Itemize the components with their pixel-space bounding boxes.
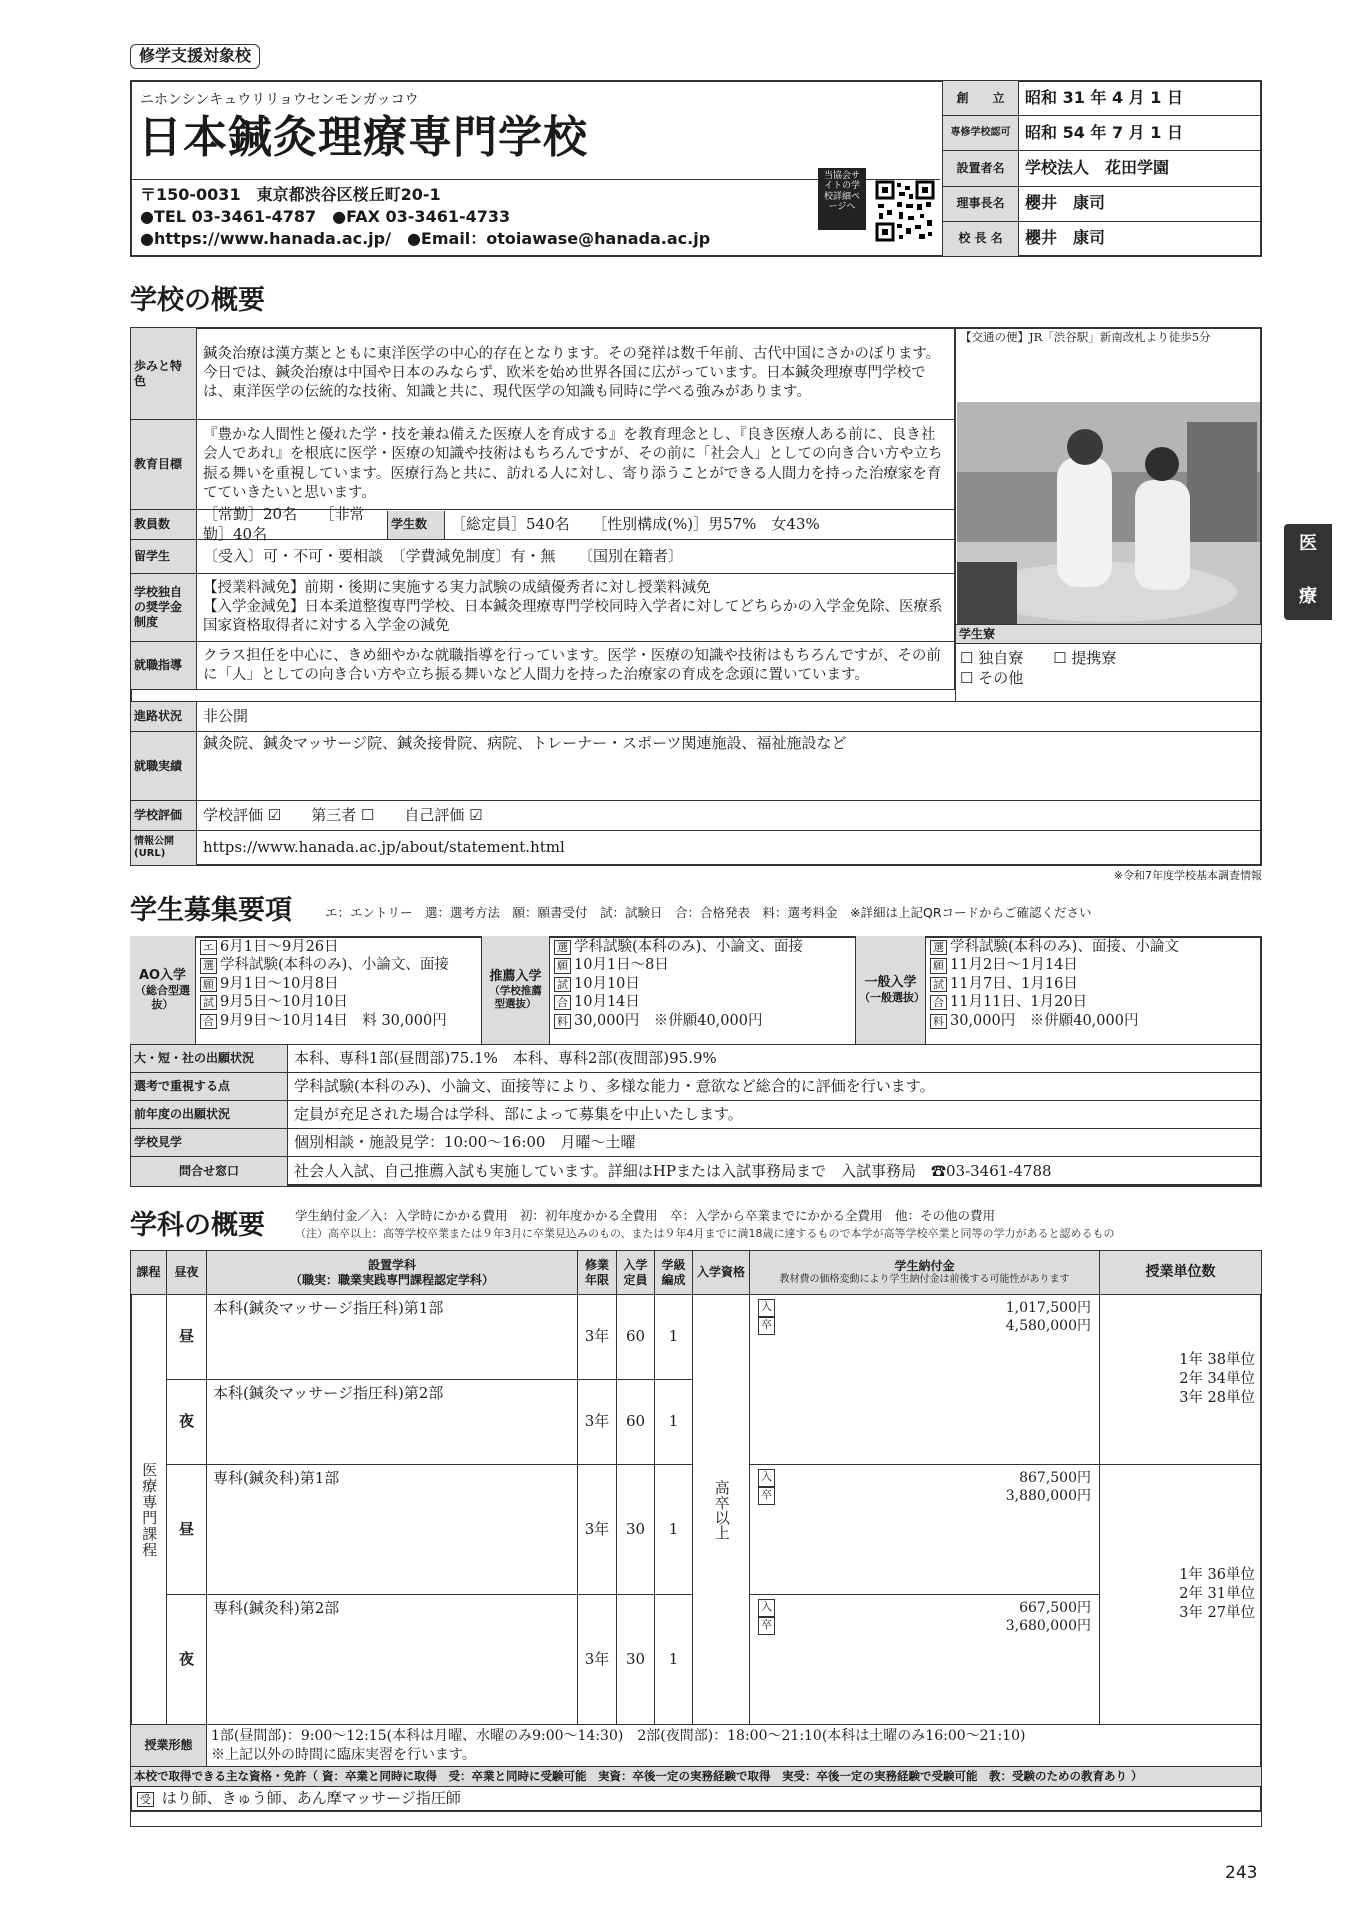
fee-total: 3,880,000円: [1005, 1488, 1091, 1505]
row-label: 問合せ窓口: [131, 1157, 288, 1187]
row-value: 鍼灸院、鍼灸マッサージ院、鍼灸接骨院、病院、トレーナー・スポーツ関連施設、福祉施設など: [197, 732, 1262, 801]
dorm-other: ☐ その他: [960, 669, 1024, 687]
row-label: 就職指導: [131, 642, 197, 690]
access-info: 【交通の便】JR「渋谷駅」新南改札より徒歩5分: [960, 330, 1211, 344]
license-header: 本校で取得できる主な資格・免許（ 資：卒業と同時に取得 受：卒業と同時に受験可能 実資：卒後一定の実務経験で取得 実受：卒後一定の実務経験で受験可能 教：受験のための教育あり ）: [131, 1767, 1262, 1787]
ippan-details: 選 学科試験(本科のみ)、面接、小論文 願 11月2日～1月14日 試 11月7日、1月16日 合 11月11日、1月20日 料 30,000円 ※併願40,000円: [926, 936, 1262, 1044]
qualification: 高卒以上: [693, 1295, 750, 1725]
info-value: 昭和 31 年 4 月 1 日: [1019, 81, 1262, 116]
info-value: 昭和 54 年 7 月 1 日: [1019, 116, 1262, 151]
dorm-options: ☐ 独自寮 ☐ 提携寮: [960, 649, 1117, 667]
row-label: 選考で重視する点: [131, 1073, 288, 1101]
dorm-label: 学生寮: [956, 624, 1261, 644]
row-label: 学校独自の奨学金制度: [131, 574, 197, 642]
dept-name: 本科(鍼灸マッサージ指圧科)第1部: [207, 1295, 578, 1380]
overview-table-lower: [130, 701, 1262, 866]
school-address: 〒150-0031 東京都渋谷区桜丘町20-1: [140, 185, 441, 204]
info-value: 学校法人 花田学園: [1019, 151, 1262, 186]
shift: 昼: [167, 1465, 207, 1595]
fee-entry: 1,017,500円: [1005, 1300, 1091, 1316]
survey-note: ※令和7年度学校基本調査情報: [1113, 869, 1262, 882]
row-label: 進路状況: [131, 702, 197, 732]
info-label: 理事長名: [943, 186, 1019, 221]
dept-name: 専科(鍼灸科)第1部: [207, 1465, 578, 1595]
admission-legend: エ：エントリー 選：選考方法 願：願書受付 試：試験日 合：合格発表 料：選考料金 ※詳細は上記QRコードからご確認ください: [325, 905, 1092, 920]
shift: 夜: [167, 1595, 207, 1725]
row-label: 学校評価: [131, 801, 197, 831]
info-label: 専修学校認可: [943, 116, 1019, 151]
shift: 夜: [167, 1380, 207, 1465]
row-label: 教員数: [131, 510, 197, 540]
header-course: 課程: [131, 1251, 167, 1295]
shift: 昼: [167, 1295, 207, 1380]
header-qualification: 入学資格: [693, 1251, 750, 1295]
dept-name: 本科(鍼灸マッサージ指圧科)第2部: [207, 1380, 578, 1465]
fee-entry: 867,500円: [1019, 1470, 1091, 1486]
course-name: 医療専門課程: [131, 1295, 167, 1725]
header-dept: 設置学科: [367, 1257, 416, 1272]
qr-code[interactable]: [875, 180, 935, 242]
teacher-count: ［常勤］20名 ［非常勤］40名: [203, 505, 365, 543]
school-web[interactable]: ●https://www.hanada.ac.jp/ ●Email：otoiawase@hanada.ac.jp: [140, 229, 711, 248]
fee-legend: 学生納付金／入：入学時にかかる費用 初：初年度かかる全費用 卒：入学から卒業までにかかる全費用 他：その他の費用: [295, 1208, 996, 1223]
row-value: 本科、専科1部(昼間部)75.1% 本科、専科2部(夜間部)95.9%: [288, 1045, 1262, 1073]
header-shift: 昼夜: [167, 1251, 207, 1295]
row-label: 情報公開(URL): [131, 831, 197, 866]
note-legend: （注）高卒以上：高等学校卒業または９年3月に卒業見込みのもの、または９年4月までに満18歳に達するもので本学が高等学校卒業と同等の学力があると認めるもの: [295, 1227, 1115, 1240]
row-value: 〔受入〕可・不可・要相談 〔学費減免制度〕有・無 〔国別在籍者〕: [197, 540, 955, 574]
header-classes: 学級編成: [655, 1251, 693, 1295]
row-value: クラス担任を中心に、きめ細やかな就職指導を行っています。医学・医療の知識や技術はもちろんですが、その前に「人」としての向き合い方や立ち振る舞いなど人間力を持った治療家の育成を念頭に置いています。: [197, 642, 955, 690]
qr-note: 当協会サイトの学校詳細ページへ: [818, 168, 866, 230]
row-label: 大・短・社の出願状況: [131, 1045, 288, 1073]
ao-details: エ 6月1日～9月26日 選 学科試験(本科のみ)、小論文、面接 願 9月1日～10月8日 試 9月5日～10月10日 合 9月9日～10月14日 料 30,000円: [196, 936, 482, 1044]
license-list: はり師、きゅう師、あん摩マッサージ指圧師: [161, 1789, 461, 1807]
info-label: 創 立: [943, 81, 1019, 116]
category-tab: 医 療: [1284, 524, 1332, 620]
dept-name: 専科(鍼灸科)第2部: [207, 1595, 578, 1725]
row-value: 学校評価 ☑ 第三者 ☐ 自己評価 ☑: [197, 801, 1262, 831]
units-main: 1年 38単位 2年 34単位 3年 28単位: [1100, 1295, 1262, 1465]
class-format-value: 1部(昼間部)：9:00～12:15(本科は月曜、水曜のみ9:00～14:30) 2部(夜間部)：18:00～21:10(本科は土曜のみ16:00～21:10): [211, 1728, 1026, 1745]
students-value: ［総定員］540名 ［性別構成(%)］男57% 女43%: [451, 514, 820, 533]
info-label: 校 長 名: [943, 221, 1019, 256]
row-label: 前年度の出願状況: [131, 1101, 288, 1129]
page-number: 243: [1225, 1863, 1258, 1883]
info-value: 櫻井 康司: [1019, 221, 1262, 256]
section-title-departments: 学科の概要: [130, 1210, 265, 1241]
info-label: 設置者名: [943, 151, 1019, 186]
statement-url[interactable]: https://www.hanada.ac.jp/about/statement.html: [197, 831, 1262, 866]
overview-table: [130, 327, 955, 690]
fee-entry: 667,500円: [1019, 1600, 1091, 1616]
fee-total: 3,680,000円: [1005, 1618, 1091, 1635]
row-label: 留学生: [131, 540, 197, 574]
row-value: 定員が充足された場合は学科、部によって募集を中止いたします。: [288, 1101, 1262, 1129]
row-value: 学科試験(本科のみ)、小論文、面接等により、多様な能力・意欲など総合的に評価を行います。: [288, 1073, 1262, 1101]
ao-label: AO入学: [138, 968, 187, 984]
row-value: 『豊かな人間性と優れた学・技を兼ね備えた医療人を育成する』を教育理念とし、『良き医療人ある前に、良き社会人であれ』を根底に医学・医療の知識や技術はもちろんですが、その前に「社会人」としての向き合い方や立ち振る舞いを重視しています。医療行為と共に、訪れる人に対し、寄り添うことができる人間力を持った治療家を育てていきたいと思います。: [197, 420, 955, 510]
contact-value[interactable]: 社会人入試、自己推薦入試も実施しています。詳細はHPまたは入試事務局まで 入試事務局 ☎03-3461-4788: [288, 1157, 1262, 1187]
admission-rows: [130, 1044, 1262, 1187]
school-tel: ●TEL 03-3461-4787 ●FAX 03-3461-4733: [140, 207, 511, 226]
row-value: 【授業料減免】前期・後期に実施する実力試験の成績優秀者に対し授業料減免 【入学金減免】日本柔道整復専門学校、日本鍼灸理療専門学校同時入学者に対してどちらかの入学金免除、医療系国家資格取得者に対する入学金の減免: [197, 574, 955, 642]
header-units: 授業単位数: [1100, 1251, 1262, 1295]
support-tag: 修学支援対象校: [130, 44, 260, 69]
department-table: 課程 昼夜 設置学科 （職実：職業実践専門課程認定学科） 修業年限 入学定員 学級編成 入学資格 学生納付金 教材費の価格変動により学生納付金は前後する可能性があります 授業単位数 医療専門課程 昼 本科(鍼灸マッサージ指圧科)第1部 3年 60 1 高卒以上 入 1,017,500円 卒 4,580,000円 1年 38単位 2年 34単位 3年 28単位 夜 本科(鍼灸マッサージ指圧科)第2部 3年 60 1 昼 専科(鍼灸科)第1部 3年 30 1 入 867,500円 卒 3,880,000円 1年 36単位 2年 31単位 3年 27単位 夜 専科(鍼灸科)第2部 3年 30 1 入 667,500円 卒 3,680,000円 授業形態 1部(昼間部)：9:00～12:15(本科は月曜、水曜のみ9:00～14:30) 2部(夜間部)：18:00～21:10(本科は土曜のみ16:00～21:10) ※上記以外の時間に臨床実習を行います。 本校で取得できる主な資格・免許（ 資：卒業と同時に取得 受：卒業と同時に受験可能 実資：卒後一定の実務経験で取得 実受：卒後一定の実務経験で受験可能 教：受験のための教育あり ） 受 はり師、きゅう師、あん摩マッサージ指圧師: [130, 1250, 1262, 1827]
school-photo: [957, 402, 1260, 624]
header-fee: 学生納付金: [894, 1258, 955, 1273]
row-value: 非公開: [197, 702, 1262, 732]
fee-total: 4,580,000円: [1005, 1318, 1091, 1335]
class-format-label: 授業形態: [131, 1725, 207, 1767]
info-value: 櫻井 康司: [1019, 186, 1262, 221]
header-capacity: 入学定員: [617, 1251, 655, 1295]
row-label: 教育目標: [131, 420, 197, 510]
row-label: 就職実績: [131, 732, 197, 801]
suisen-details: 選 学科試験(本科のみ)、小論文、面接 願 10月1日～8日 試 10月10日 合 10月14日 料 30,000円 ※併願40,000円: [550, 936, 856, 1044]
row-value: 個別相談・施設見学：10:00～16:00 月曜～土曜: [288, 1129, 1262, 1157]
school-kana: ニホンシンキュウリリョウセンモンガッコウ: [140, 92, 419, 108]
suisen-label: 推薦入学: [489, 968, 542, 984]
section-title-admission: 学生募集要項: [130, 895, 292, 926]
units-sub: 1年 36単位 2年 31単位 3年 27単位: [1100, 1465, 1262, 1725]
students-label: 学生数: [387, 511, 445, 539]
row-value: 鍼灸治療は漢方薬とともに東洋医学の中心的存在となります。その発祥は数千年前、古代中国にさかのぼります。今日では、鍼灸治療は中国や日本のみならず、欧米を始め世界各国に広がっています。日本鍼灸理療専門学校では、東洋医学の伝統的な技術、知識と共に、現代医学の知識も同時に学べる強みがあります。: [197, 328, 955, 420]
ippan-label: 一般入学: [864, 975, 917, 990]
founding-info: [942, 80, 1262, 257]
header-years: 修業年限: [578, 1251, 617, 1295]
section-title-overview: 学校の概要: [130, 285, 265, 316]
row-label: 学校見学: [131, 1129, 288, 1157]
row-label: 歩みと特色: [131, 328, 197, 420]
school-name: 日本鍼灸理療専門学校: [138, 112, 588, 163]
